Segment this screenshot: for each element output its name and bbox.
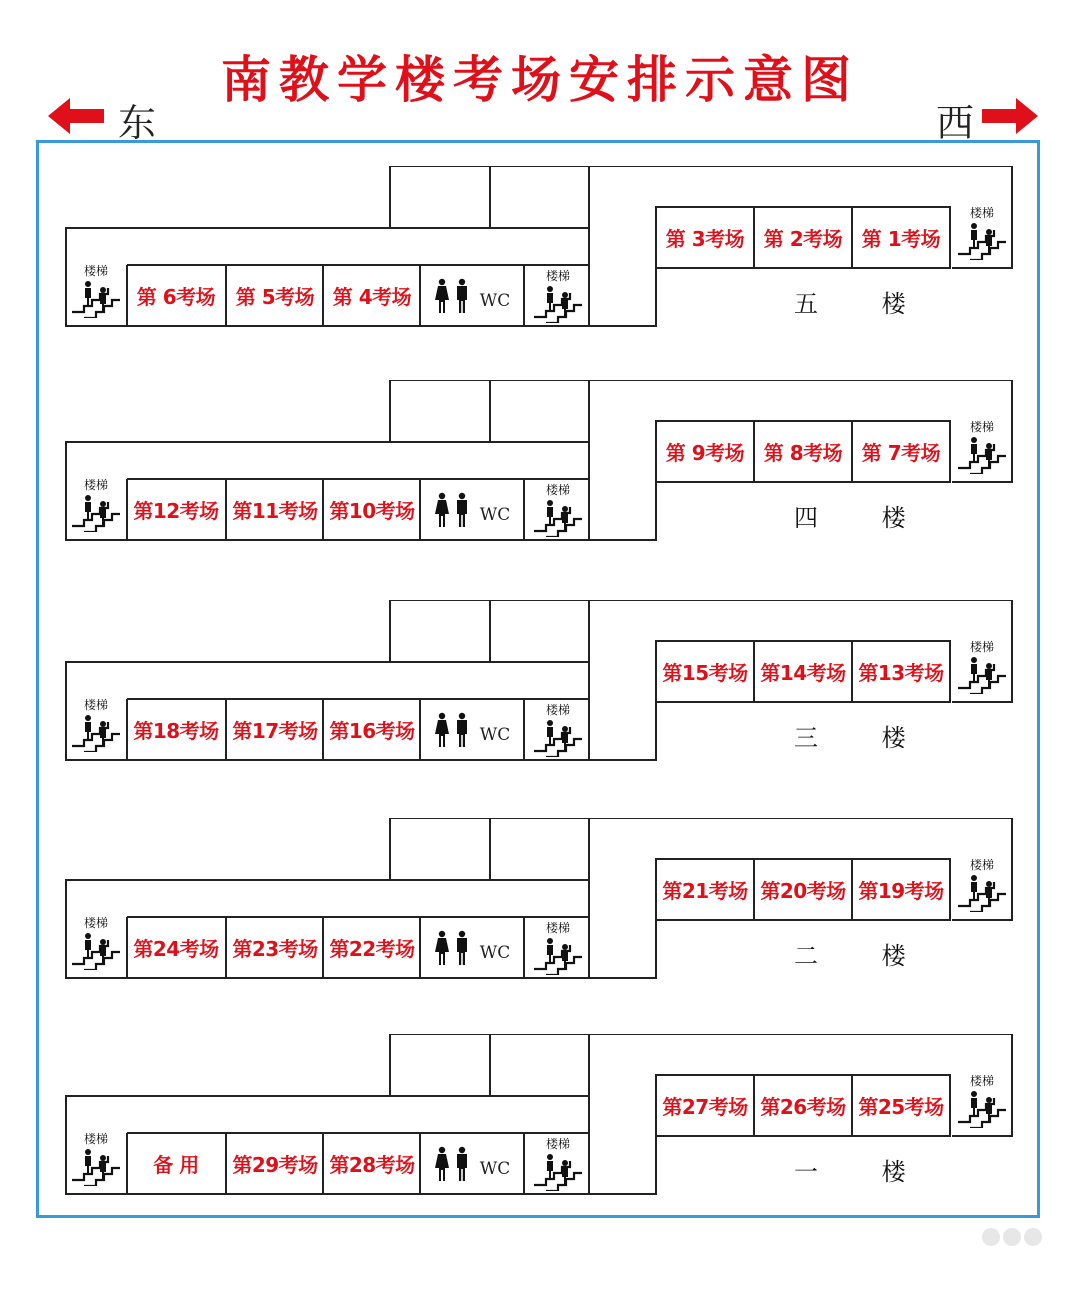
stairs-icon: [68, 1128, 124, 1188]
arrow-left-icon: [48, 98, 104, 134]
exam-room: 第22考场: [329, 937, 415, 961]
stairs-icon: [954, 416, 1010, 476]
stairs-icon: [530, 265, 586, 325]
exam-room: 第17考场: [232, 719, 318, 743]
arrow-right-icon: [982, 98, 1038, 134]
floor-plan-5: [0, 1034, 1080, 1234]
floor-name: 二 楼: [794, 942, 934, 970]
exam-room: 第11考场: [232, 499, 318, 523]
exam-room: 第27考场: [662, 1095, 748, 1119]
wc-label: WC: [479, 943, 511, 963]
exam-room: 第20考场: [760, 879, 846, 903]
exam-room: 第12考场: [133, 499, 219, 523]
exam-room: 第16考场: [329, 719, 415, 743]
stairs-icon: [954, 636, 1010, 696]
stairs-icon: [68, 260, 124, 320]
stairs-label: 楼梯: [969, 206, 994, 220]
wc-label: WC: [479, 291, 511, 311]
exam-room: 第28考场: [329, 1153, 415, 1177]
restroom-icon: [421, 918, 523, 978]
exam-room: 第 3考场: [665, 227, 745, 251]
stairs-label: 楼梯: [545, 269, 570, 283]
exam-room: 第 6考场: [136, 285, 216, 309]
stairs-label: 楼梯: [545, 483, 570, 497]
stairs-label: 楼梯: [969, 1074, 994, 1088]
exam-room: 第19考场: [858, 879, 944, 903]
wc-label: WC: [479, 725, 511, 745]
stairs-label: 楼梯: [969, 420, 994, 434]
exam-room: 第18考场: [133, 719, 219, 743]
stairs-label: 楼梯: [83, 916, 108, 930]
exam-room: 第10考场: [329, 499, 415, 523]
floor-plan-3: [0, 600, 1080, 800]
floor-name: 三 楼: [794, 724, 934, 752]
exam-room: 第 5考场: [235, 285, 315, 309]
floor-name: 一 楼: [794, 1158, 934, 1186]
more-dots-icon[interactable]: [982, 1228, 1042, 1246]
direction-east: 东: [118, 101, 157, 145]
exam-room: 第21考场: [662, 879, 748, 903]
stairs-icon: [530, 917, 586, 977]
floor-plan-4: [0, 818, 1080, 1018]
stairs-label: 楼梯: [545, 1137, 570, 1151]
exam-room: 第 8考场: [763, 441, 843, 465]
floor-plan-1: [0, 166, 1080, 366]
stairs-icon: [68, 694, 124, 754]
restroom-icon: [421, 1134, 523, 1194]
stairs-label: 楼梯: [83, 1132, 108, 1146]
stairs-label: 楼梯: [83, 478, 108, 492]
stairs-label: 楼梯: [969, 640, 994, 654]
stairs-label: 楼梯: [545, 703, 570, 717]
exam-room: 第 1考场: [861, 227, 941, 251]
floor-plan-2: [0, 380, 1080, 580]
direction-west: 西: [936, 101, 975, 145]
stairs-icon: [530, 699, 586, 759]
exam-room: 第15考场: [662, 661, 748, 685]
restroom-icon: [421, 266, 523, 326]
restroom-icon: [421, 480, 523, 540]
stairs-icon: [68, 474, 124, 534]
stairs-icon: [954, 854, 1010, 914]
floor-name: 五 楼: [794, 290, 934, 318]
restroom-icon: [421, 700, 523, 760]
page-title: 南教学楼考场安排示意图: [221, 51, 859, 109]
exam-room: 第13考场: [858, 661, 944, 685]
exam-room: 第 9考场: [665, 441, 745, 465]
stairs-label: 楼梯: [545, 921, 570, 935]
stairs-icon: [530, 479, 586, 539]
exam-room: 第25考场: [858, 1095, 944, 1119]
exam-room: 第26考场: [760, 1095, 846, 1119]
exam-room: 备 用: [153, 1153, 199, 1177]
stairs-label: 楼梯: [969, 858, 994, 872]
wc-label: WC: [479, 1159, 511, 1179]
exam-room: 第 7考场: [861, 441, 941, 465]
floor-name: 四 楼: [794, 504, 934, 532]
exam-room: 第 4考场: [332, 285, 412, 309]
stairs-icon: [530, 1133, 586, 1193]
exam-room: 第24考场: [133, 937, 219, 961]
wc-label: WC: [479, 505, 511, 525]
stairs-icon: [68, 912, 124, 972]
stairs-label: 楼梯: [83, 264, 108, 278]
exam-room: 第 2考场: [763, 227, 843, 251]
stairs-icon: [954, 202, 1010, 262]
stairs-icon: [954, 1070, 1010, 1130]
stairs-label: 楼梯: [83, 698, 108, 712]
exam-room: 第14考场: [760, 661, 846, 685]
exam-room: 第29考场: [232, 1153, 318, 1177]
exam-room: 第23考场: [232, 937, 318, 961]
